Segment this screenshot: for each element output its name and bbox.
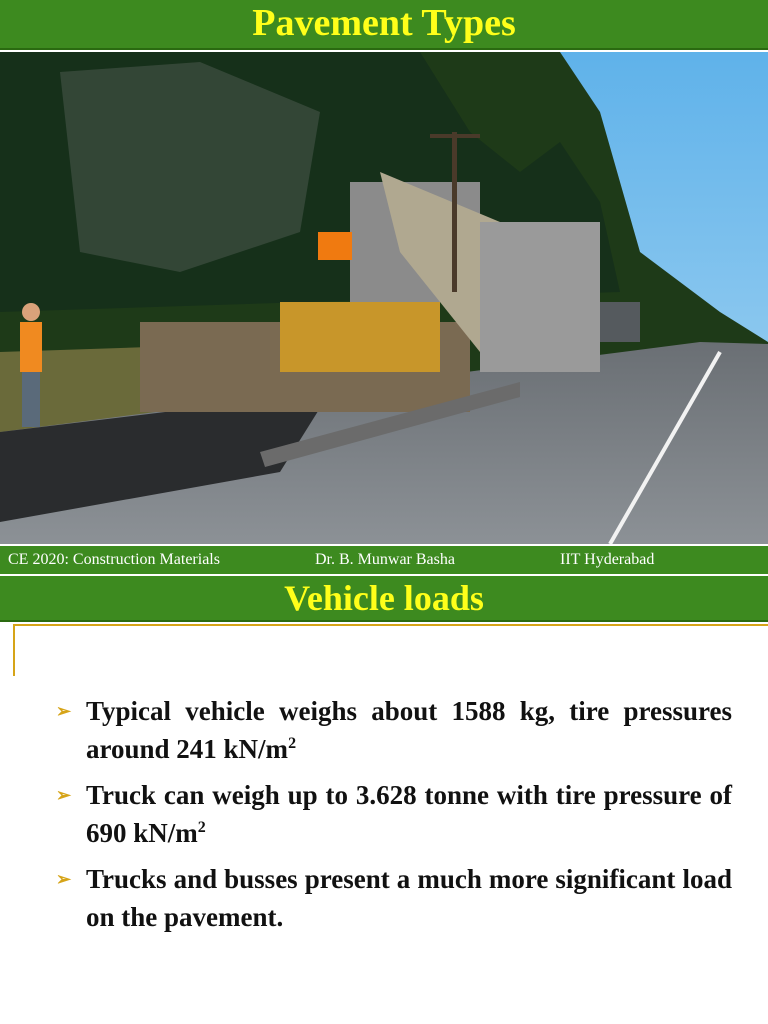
footer-instructor: Dr. B. Munwar Basha	[315, 551, 455, 568]
superscript: 2	[288, 735, 297, 752]
list-item	[52, 860, 732, 936]
superscript: 2	[197, 819, 206, 836]
arrow-bullet-icon: ➢	[56, 869, 72, 889]
bullet-text: Truck can weigh up to 3.628 tonne with tire pressure of 690 kN/m	[86, 780, 732, 848]
slide-title-vehicle-loads: Vehicle loads	[0, 574, 768, 622]
bullet-text: Typical vehicle weighs about 1588 kg, tire pressures around 241 kN/m	[86, 696, 732, 764]
list-item	[52, 692, 732, 768]
list-item	[52, 776, 732, 852]
bullet-text: Trucks and busses present a much more significant load on the pavement.	[86, 864, 732, 932]
slide-footer	[0, 546, 768, 574]
paving-machine-photo	[0, 52, 768, 544]
bullet-list	[52, 692, 732, 944]
footer-course: CE 2020: Construction Materials	[8, 551, 220, 568]
decorative-accent-line	[13, 624, 768, 676]
arrow-bullet-icon: ➢	[56, 701, 72, 721]
arrow-bullet-icon: ➢	[56, 785, 72, 805]
slide-title-pavement-types: Pavement Types	[0, 0, 768, 50]
footer-institute: IIT Hyderabad	[560, 551, 655, 568]
